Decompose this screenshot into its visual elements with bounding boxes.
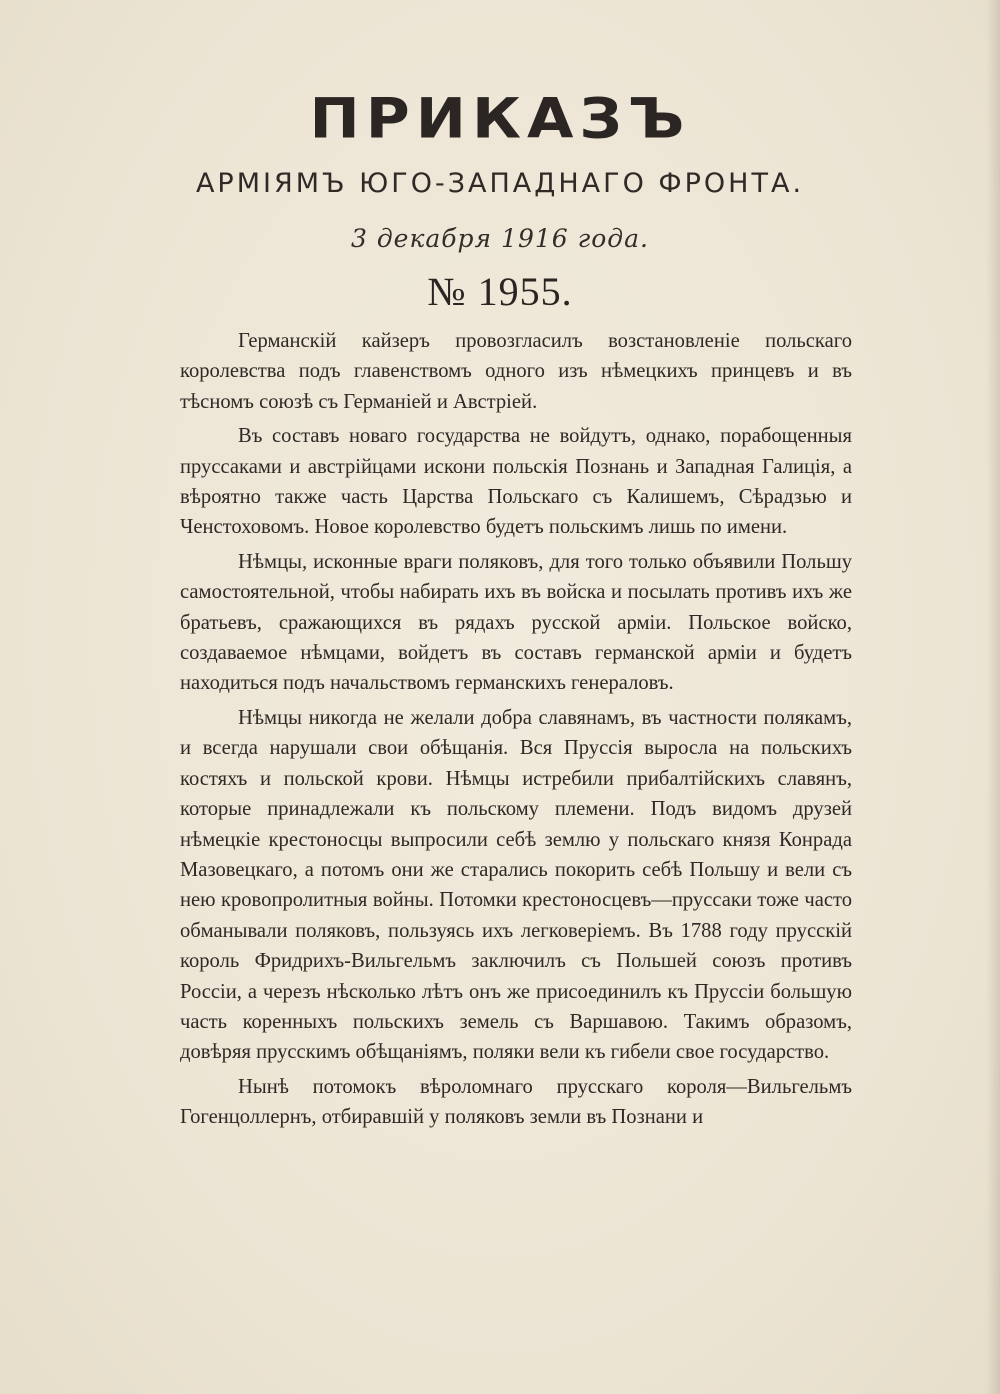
order-number: № 1955.: [427, 269, 573, 314]
document-date: 3 декабря 1916 года.: [350, 224, 650, 253]
paragraph: Нынѣ потомокъ вѣроломнаго прусскаго короля—Вильгельмъ Гогенцоллернъ, отбиравшій у поляковъ земли въ Познани и: [180, 1075, 852, 1129]
paragraph: Въ составъ новаго государства не войдутъ, однако, порабощенныя пруссаками и австрійцами искони польскія Познань и Западная Галиція, а вѣроятно также часть Царства Польскаго съ Калишемъ, Сѣрадзью и Ченстоховомъ. Новое королевство будетъ польскимъ лишь по имени.: [180, 425, 852, 539]
paragraph: Нѣмцы, исконные враги поляковъ, для того только объявили Польшу самостоятельной, чтобы набирать ихъ въ войска и посылать противъ ихъ же братьевъ, сражающихся въ рядахъ русской арміи. Польское войско, создаваемое нѣмцами, войдетъ въ составъ германской арміи и будетъ находиться подъ начальствомъ германскихъ генераловъ.: [180, 550, 852, 695]
paragraph: Нѣмцы никогда не желали добра славянамъ, въ частности полякамъ, и всегда нарушали свои обѣщанія. Вся Пруссія выросла на польскихъ костяхъ и польской крови. Нѣмцы истребили прибалтійскихъ славянъ, которые принадлежали къ польскому племени. Подъ видомъ друзей нѣмецкіе крестоносцы выпросили себѣ землю у польскаго князя Конрада Мазовецкаго, а потомъ они же старались покорить себѣ Польшу и вели съ нею кровопролитныя войны. Потомки крестоносцевъ—пруссаки тоже часто обманывали поляковъ, пользуясь ихъ легковеріемъ. Въ 1788 году прусскій король Фридрихъ-Вильгельмъ заключилъ съ Польшей союзъ противъ Россіи, а черезъ нѣсколько лѣтъ онъ же присоединилъ къ Пруссіи большую часть коренныхъ польскихъ земель съ Варшавою. Такимъ образомъ, довѣряя прусскимъ обѣщаніямъ, поляки вели къ гибели свое государство.: [180, 706, 852, 1064]
document-subtitle: АРМIЯМЪ ЮГО-ЗАПАДНАГО ФРОНТА.: [195, 168, 805, 199]
paragraph: Германскій кайзеръ провозгласилъ возстановленіе польскаго королевства подъ главенствомъ одного изъ нѣмецкихъ принцевъ и въ тѣсномъ союзѣ съ Германіей и Австріей.: [180, 330, 852, 413]
document-title: ПРИКАЗЪ: [309, 86, 691, 152]
document-body: [180, 326, 852, 1137]
page-edge-shadow: [986, 0, 1000, 1394]
